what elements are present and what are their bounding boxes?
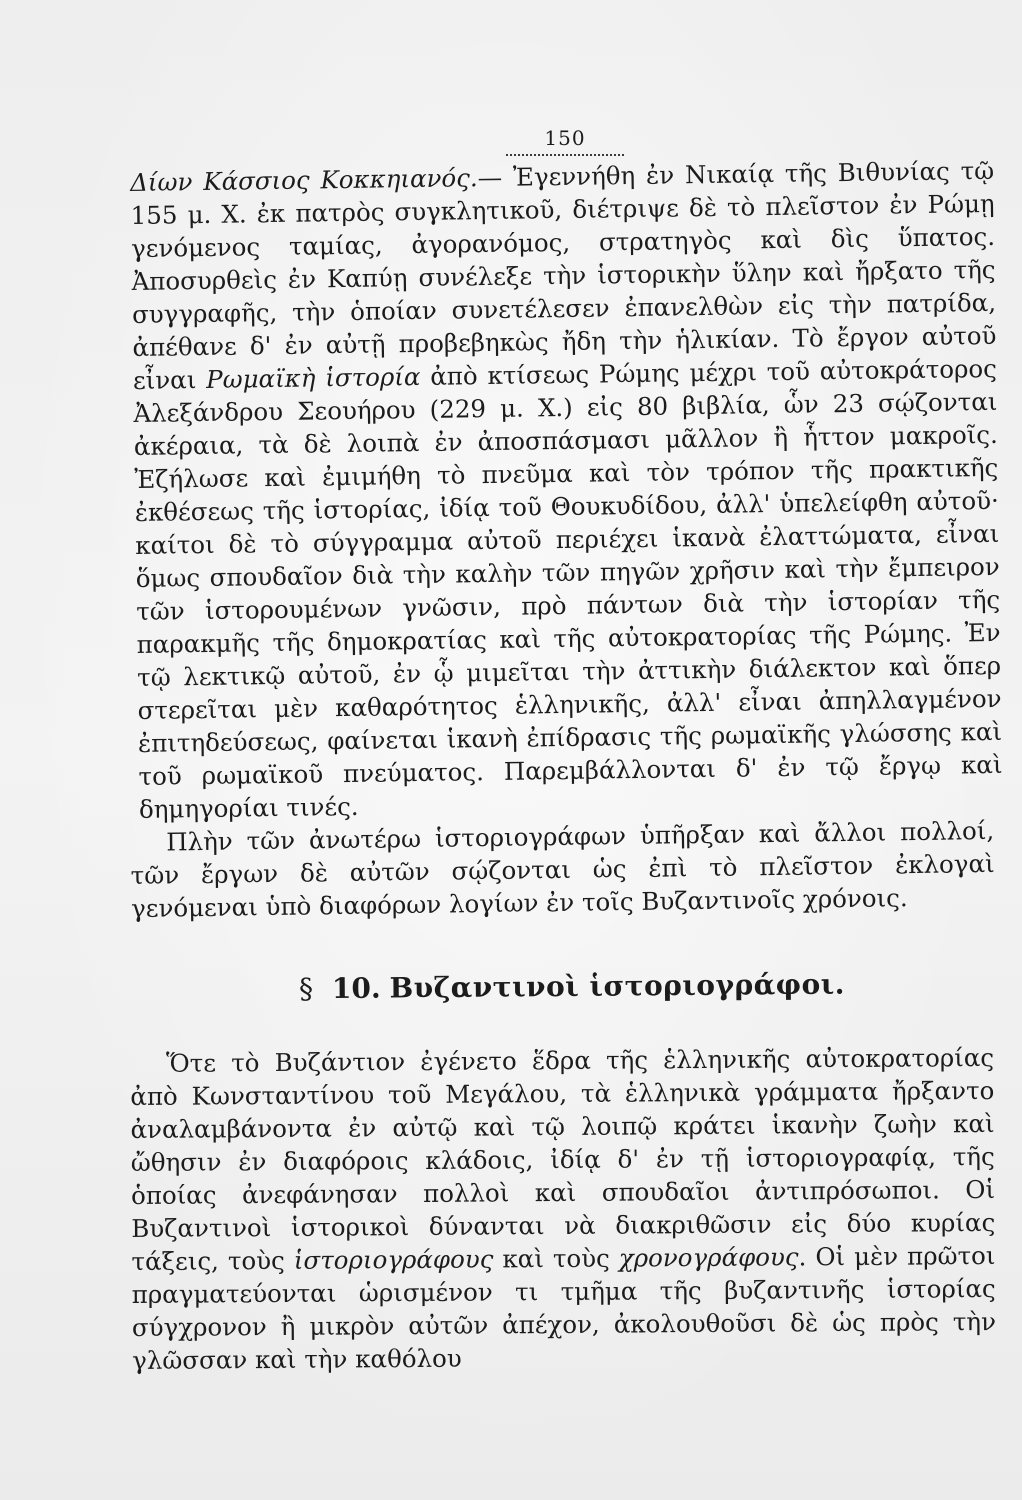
page-number-rule [506,154,624,156]
paragraph-text: — Ἐγεννήθη ἐν Νικαίᾳ τῆς Βιθυνίας τῷ 155 μ. Χ. ἐκ πατρὸς συγκλητικοῦ, διέτριψε δὲ τὸ πλεῖστον ἐν Ρώμῃ γενόμενος ταμίας, ἀγορανόμος, στρατηγὸς καὶ δὶς ὕπατος. Ἀποσυρθεὶς ἐν Καπύῃ συνέλεξε τὴν ἱστορικὴν ὕλην καὶ ἤρξατο τῆς συγγραφῆς, τὴν ὁποίαν συνετέλεσεν ἐπανελθὼν εἰς τὴν πατρίδα, ἀπέθανε δ' ἐν αὐτῇ προβεβηκὼς ἤδη τὴν ἡλικίαν. Τὸ ἔργον αὐτοῦ εἶναι [130,155,997,395]
paragraph-text: . Οἱ μὲν πρῶτοι πραγματεύονται ὡρισμένον τι τμῆμα τῆς βυζαντινῆς ἱστορίας σύγχρονον ἢ μικρὸν αὐτῶν ἀπέχον, ἀκολουθοῦσι δὲ ὡς πρὸς τὴν γλῶσσαν καὶ τὴν καθόλου [131,1240,997,1375]
work-title: Ρωμαϊκὴ ἱστορία [205,361,421,394]
term-chronographers: χρονογράφους [618,1242,799,1273]
paragraph-other-historians: Πλὴν τῶν ἀνωτέρω ἱστοριογράφων ὑπῆρξαν καὶ ἄλλοι πολλοί, τῶν ἔργων δὲ αὐτῶν σῴζονται ὡς ἐπὶ τὸ πλεῖστον ἐκλογαὶ γενόμεναι ὑπὸ διαφόρων λογίων ἐν τοῖς Βυζαντινοῖς χρόνοις. [130,815,995,923]
author-name: Δίων Κάσσιος Κοκκηιανός. [130,163,478,197]
paragraph-dio-cassius [130,154,1003,826]
section-title: Βυζαντινοὶ ἱστοριογράφοι. [389,967,846,1005]
paragraph-text: ἀπὸ κτίσεως Ρώμης μέχρι τοῦ αὐτοκράτορος Ἀλεξάνδρου Σεουήρου (229 μ. Χ.) εἰς 80 βιβλία, ὧν 23 σῴζονται ἀκέραια, τὰ δὲ λοιπὰ ἐν ἀποσπάσμασι μᾶλλον ἢ ἧττον μακροῖς. Ἐζήλωσε καὶ ἐμιμήθη τὸ πνεῦμα καὶ τὸν τρόπον τῆς πρακτικῆς ἐκθέσεως τῆς ἱστορίας, ἰδίᾳ τοῦ Θουκυδίδου, ἀλλ' ὑπελείφθη αὐτοῦ· καίτοι δὲ τὸ σύγγραμμα αὐτοῦ περιέχει ἱκανὰ ἐλαττώματα, εἶναι ὅμως σπουδαῖον διὰ τὴν καλὴν τῶν πηγῶν χρῆσιν καὶ τὴν ἔμπειρον τῶν ἱστορουμένων γνῶσιν, πρὸ πάντων διὰ τὴν ἱστορίαν τῆς παρακμῆς τῆς δημοκρατίας καὶ τῆς αὐτοκρατορίας τῆς Ρώμης. Ἐν τῷ λεκτικῷ αὐτοῦ, ἐν ᾧ μιμεῖται τὴν ἀττικὴν διάλεκτον καὶ ὅπερ στερεῖται μὲν καθαρότητος ἑλληνικῆς, ἀλλ' εἶναι ἀπηλλαγμένον ἐπιτηδεύσεως, φαίνεται ἱκανὴ ἐπίδρασις τῆς ρωμαϊκῆς γλώσσης καὶ τοῦ ρωμαϊκοῦ πνεύματος. Παρεμβάλλονται δ' ἐν τῷ ἔργῳ καὶ δημηγορίαι τινές. [133,353,1003,824]
paragraph-text: καὶ τοὺς [493,1243,619,1274]
page-number: 150 [544,126,586,150]
section-heading [130,963,994,1011]
paragraph-byzantine-historians [130,1041,996,1377]
term-historiographers: ἱστοριογράφους [293,1244,494,1275]
section-number: 10. [331,971,381,1006]
section-mark: § [298,972,314,1006]
paragraph-text: Ὅτε τὸ Βυζάντιον ἐγένετο ἕδρα τῆς ἑλληνικῆς αὐτοκρατορίας ἀπὸ Κωνσταντίνου τοῦ Μεγάλου, τὰ ἑλληνικὰ γράμματα ἤρξαντο ἀναλαμβάνοντα ἐν αὐτῷ καὶ τῷ λοιπῷ κράτει ἱκανὴν ζωὴν καὶ ὤθησιν ἐν διαφόροις κλάδοις, ἰδίᾳ δ' ἐν τῇ ἱστοριογραφίᾳ, τῆς ὁποίας ἀνεφάνησαν πολλοὶ καὶ σπουδαῖοι ἀντιπρόσωποι. Οἱ Βυζαντινοὶ ἱστορικοὶ δύνανται νὰ διακριθῶσιν εἰς δύο κυρίας τάξεις, τοὺς [130,1042,996,1276]
